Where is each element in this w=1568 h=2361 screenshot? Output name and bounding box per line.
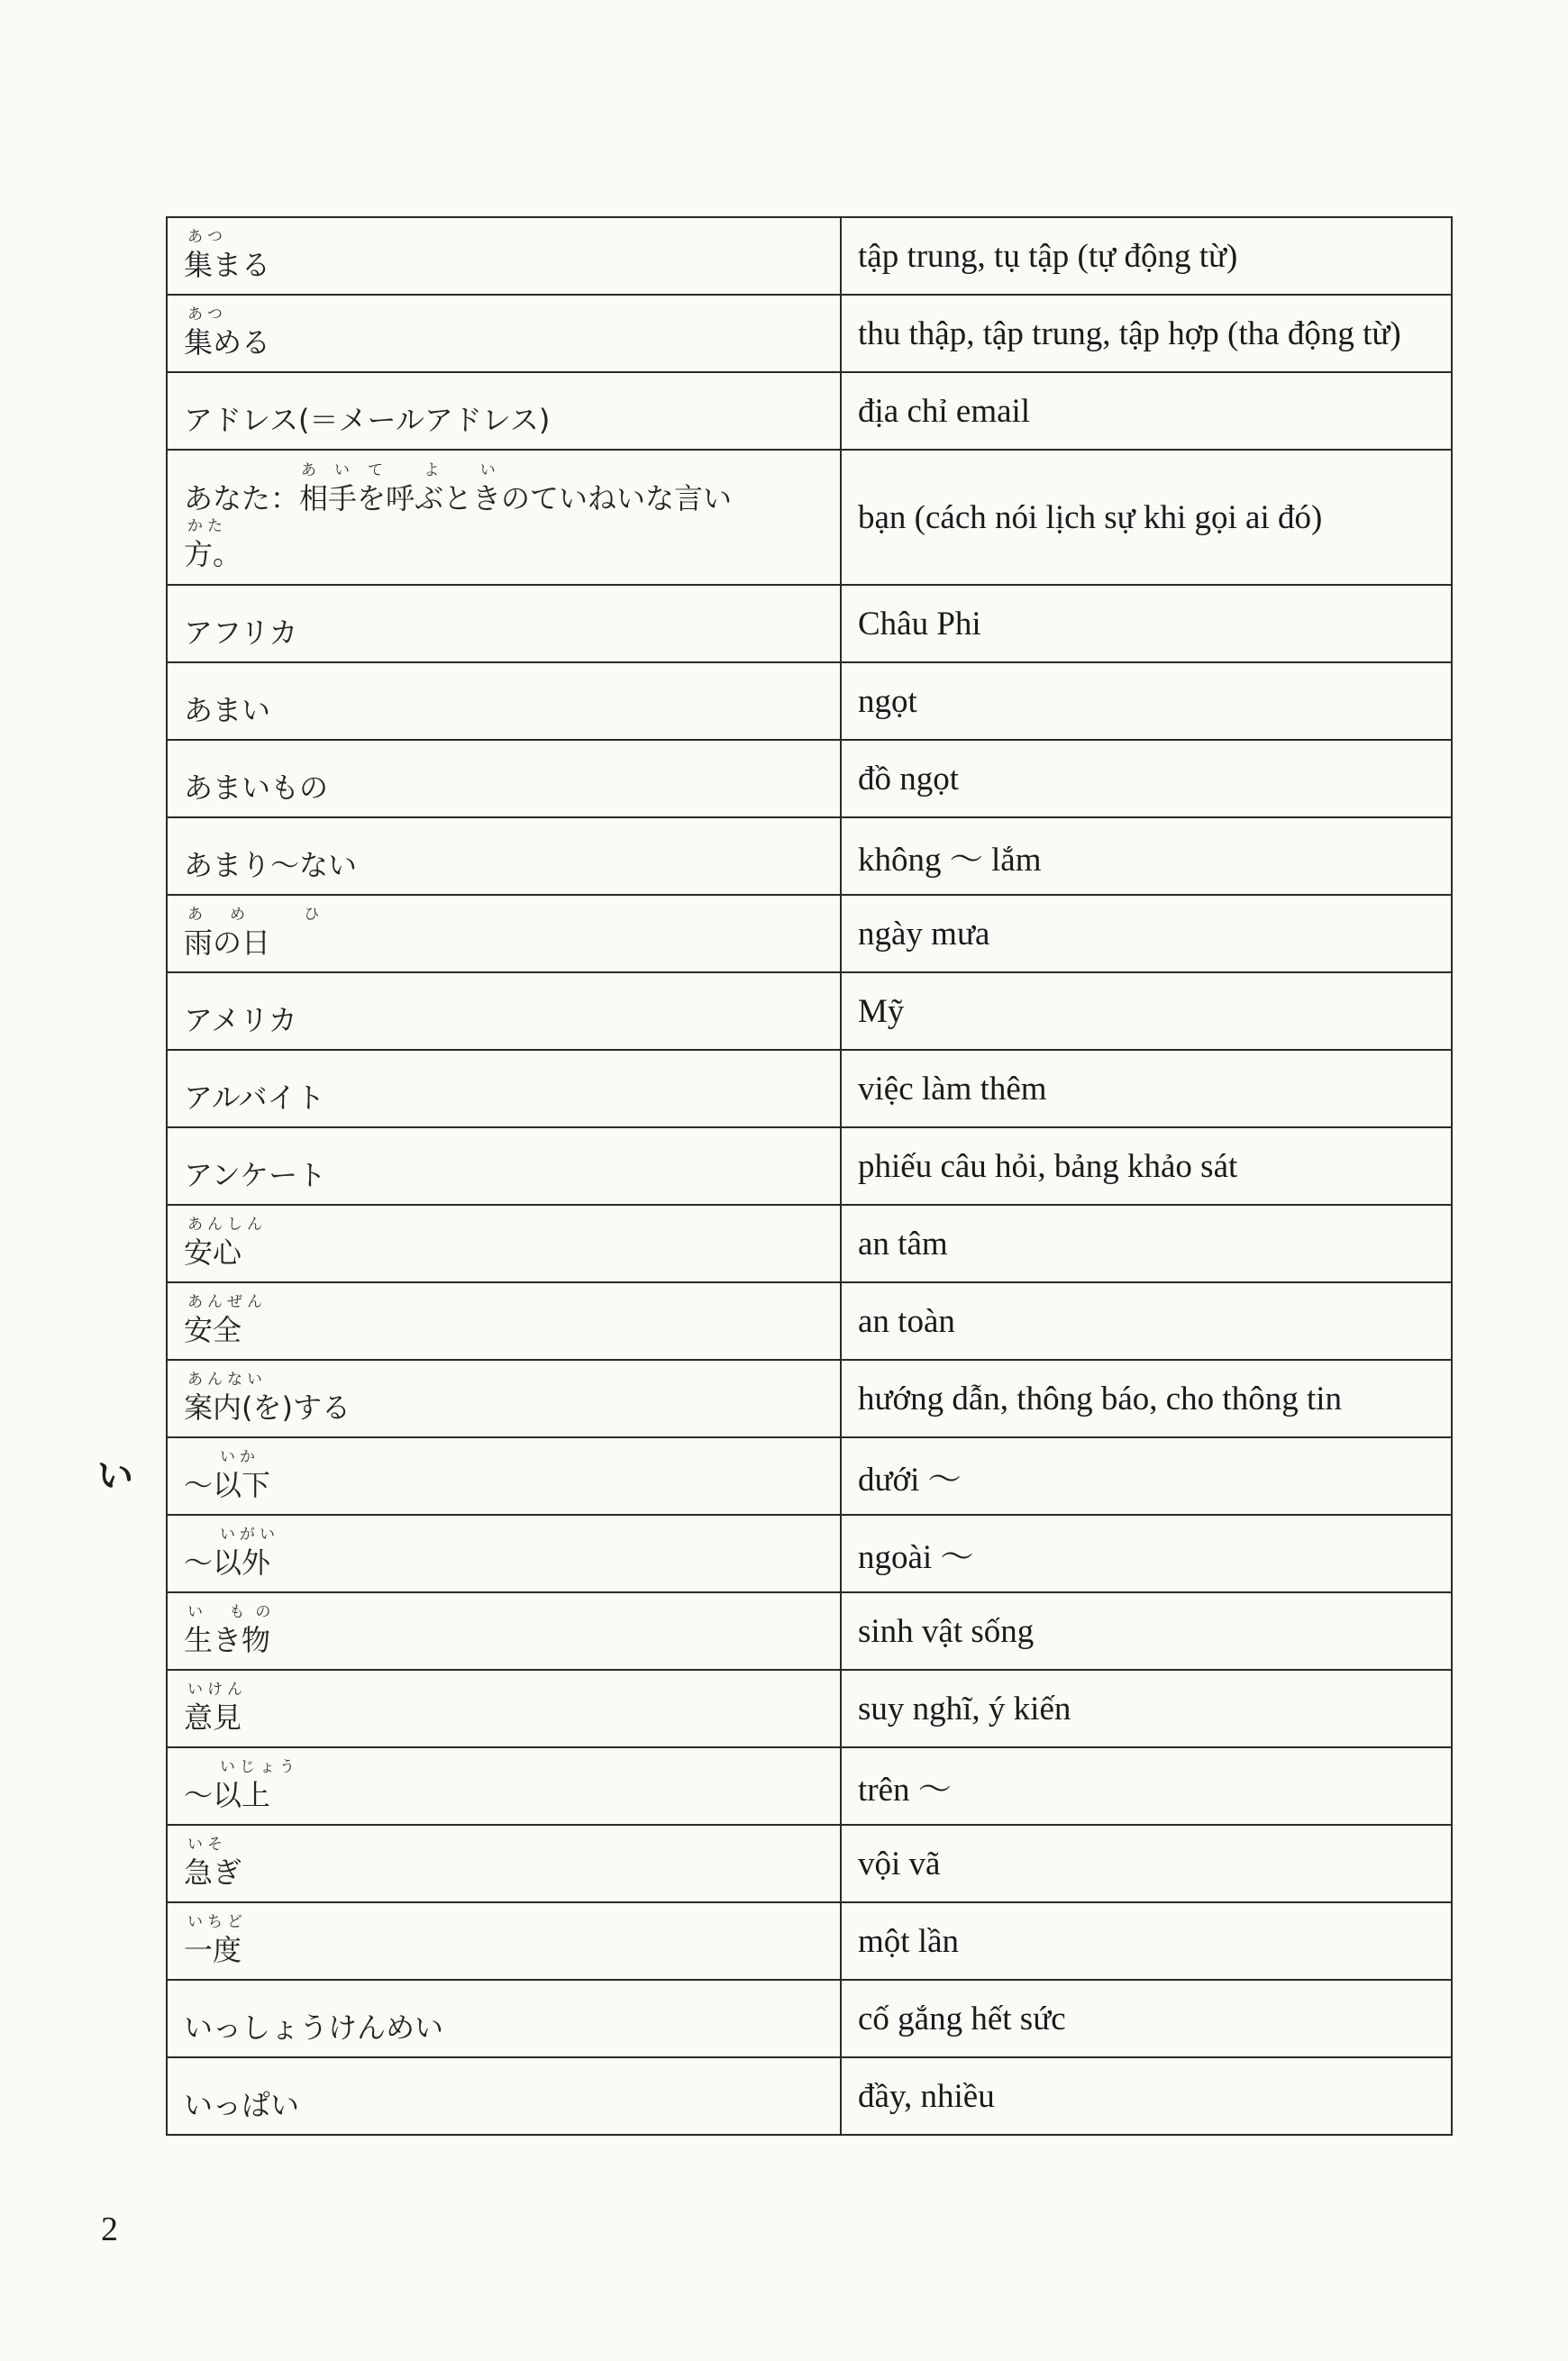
furigana-reading xyxy=(184,673,824,691)
furigana-reading: あんぜん xyxy=(187,1293,267,1311)
table-row xyxy=(167,1825,1452,1902)
furigana-reading xyxy=(184,1991,824,2009)
vietnamese-meaning: an toàn xyxy=(841,1282,1452,1360)
furigana-reading: いちど xyxy=(187,1913,247,1931)
japanese-term-cell xyxy=(167,1127,841,1205)
japanese-term-cell xyxy=(167,1747,841,1825)
japanese-term: いっぱい xyxy=(184,2088,300,2122)
table-row xyxy=(167,217,1452,295)
japanese-term-cell xyxy=(167,450,841,585)
table-row xyxy=(167,740,1452,817)
table-row xyxy=(167,585,1452,662)
vietnamese-meaning: vội vã xyxy=(841,1825,1452,1902)
table-row xyxy=(167,1360,1452,1437)
furigana-reading: いけん xyxy=(187,1681,247,1699)
japanese-term-cell xyxy=(167,1050,841,1127)
japanese-term: 安全 xyxy=(184,1313,242,1347)
japanese-term: アンケート xyxy=(184,1158,327,1192)
section-marker: い xyxy=(97,1455,133,1497)
japanese-term: 〜以上 xyxy=(184,1778,271,1812)
furigana-reading xyxy=(184,1138,824,1156)
furigana-reading: あめ ひ xyxy=(187,906,347,924)
furigana-reading: いか xyxy=(220,1448,260,1466)
table-row xyxy=(167,2057,1452,2135)
japanese-term: 雨の日 xyxy=(184,925,271,960)
furigana-reading xyxy=(184,1061,824,1079)
japanese-term: 方。 xyxy=(184,537,242,571)
japanese-term: 案内(を)する xyxy=(184,1390,351,1425)
furigana-reading: いそ xyxy=(187,1836,227,1854)
furigana-reading: あんない xyxy=(187,1371,267,1389)
japanese-term-cell xyxy=(167,295,841,372)
vietnamese-meaning: ngoài 〜 xyxy=(841,1515,1452,1592)
japanese-term: アドレス(＝メールアドレス) xyxy=(184,403,551,437)
table-row xyxy=(167,1592,1452,1670)
vietnamese-meaning: không 〜 lắm xyxy=(841,817,1452,895)
japanese-term-cell xyxy=(167,1980,841,2057)
furigana-reading: あつ xyxy=(187,305,227,324)
vocabulary-table xyxy=(166,216,1453,2136)
japanese-term-cell xyxy=(167,1282,841,1360)
japanese-term-cell xyxy=(167,372,841,450)
vietnamese-meaning: Châu Phi xyxy=(841,585,1452,662)
japanese-term: 一度 xyxy=(184,1933,242,1967)
vietnamese-meaning: đồ ngọt xyxy=(841,740,1452,817)
japanese-term: 意見 xyxy=(184,1700,242,1735)
vietnamese-meaning: suy nghĩ, ý kiến xyxy=(841,1670,1452,1747)
vietnamese-meaning: dưới 〜 xyxy=(841,1437,1452,1515)
japanese-term: あまい xyxy=(184,693,271,727)
furigana-reading xyxy=(184,596,824,614)
japanese-term-cell xyxy=(167,740,841,817)
vietnamese-meaning: bạn (cách nói lịch sự khi gọi ai đó) xyxy=(841,450,1452,585)
vietnamese-meaning: việc làm thêm xyxy=(841,1050,1452,1127)
vietnamese-meaning: tập trung, tụ tập (tự động từ) xyxy=(841,217,1452,295)
japanese-term-cell xyxy=(167,1670,841,1747)
vietnamese-meaning: Mỹ xyxy=(841,972,1452,1050)
vietnamese-meaning: một lần xyxy=(841,1902,1452,1980)
japanese-term-cell xyxy=(167,1205,841,1282)
table-row xyxy=(167,1282,1452,1360)
table-row xyxy=(167,1670,1452,1747)
japanese-term-cell xyxy=(167,1592,841,1670)
furigana-reading: い もの xyxy=(187,1603,282,1621)
japanese-term-cell xyxy=(167,585,841,662)
furigana-reading xyxy=(184,383,824,401)
vietnamese-meaning: thu thập, tập trung, tập hợp (tha động từ) xyxy=(841,295,1452,372)
japanese-term-cell xyxy=(167,1515,841,1592)
table-row xyxy=(167,817,1452,895)
japanese-term: あまり〜ない xyxy=(184,848,358,882)
furigana-reading: あんしん xyxy=(187,1216,267,1234)
page-number: 2 xyxy=(101,2211,118,2248)
furigana-reading: いじょう xyxy=(220,1758,299,1776)
table-row xyxy=(167,1515,1452,1592)
table-row xyxy=(167,972,1452,1050)
table-row xyxy=(167,1050,1452,1127)
japanese-term: あまいもの xyxy=(184,770,329,805)
vietnamese-meaning: sinh vật sống xyxy=(841,1592,1452,1670)
vietnamese-meaning: phiếu câu hỏi, bảng khảo sát xyxy=(841,1127,1452,1205)
table-row xyxy=(167,662,1452,740)
japanese-term: 急ぎ xyxy=(184,1855,242,1890)
vietnamese-meaning: địa chỉ email xyxy=(841,372,1452,450)
vietnamese-meaning: cố gắng hết sức xyxy=(841,1980,1452,2057)
japanese-term: アフリカ xyxy=(184,615,298,650)
furigana-reading: あいて よ い xyxy=(301,461,514,479)
table-row xyxy=(167,1747,1452,1825)
japanese-term-cell xyxy=(167,2057,841,2135)
japanese-term: 〜以下 xyxy=(184,1468,271,1502)
table-row xyxy=(167,372,1452,450)
japanese-term: アルバイト xyxy=(184,1080,325,1115)
japanese-term-cell xyxy=(167,1437,841,1515)
japanese-term: 集める xyxy=(184,325,271,360)
japanese-term: 生き物 xyxy=(184,1623,271,1657)
furigana-reading xyxy=(184,828,824,846)
vietnamese-meaning: trên 〜 xyxy=(841,1747,1452,1825)
table-row xyxy=(167,1437,1452,1515)
japanese-term-cell xyxy=(167,972,841,1050)
table-row xyxy=(167,1980,1452,2057)
vietnamese-meaning: đầy, nhiều xyxy=(841,2057,1452,2135)
japanese-term: あなた：相手を呼ぶときのていねいな言い xyxy=(184,481,733,515)
table-row xyxy=(167,895,1452,972)
vietnamese-meaning: ngày mưa xyxy=(841,895,1452,972)
japanese-term: アメリカ xyxy=(184,1003,297,1037)
japanese-term: 集まる xyxy=(184,248,271,282)
table-row xyxy=(167,295,1452,372)
japanese-term: いっしょうけんめい xyxy=(184,2010,444,2045)
furigana-reading xyxy=(184,751,824,769)
japanese-term-cell xyxy=(167,1360,841,1437)
vietnamese-meaning: ngọt xyxy=(841,662,1452,740)
japanese-term: 安心 xyxy=(184,1235,242,1270)
japanese-term-cell xyxy=(167,817,841,895)
japanese-term-cell xyxy=(167,662,841,740)
table-row xyxy=(167,1205,1452,1282)
furigana-reading xyxy=(184,983,824,1001)
table-row xyxy=(167,450,1452,585)
furigana-reading: いがい xyxy=(220,1526,279,1544)
vietnamese-meaning: an tâm xyxy=(841,1205,1452,1282)
japanese-term-cell xyxy=(167,895,841,972)
vietnamese-meaning: hướng dẫn, thông báo, cho thông tin xyxy=(841,1360,1452,1437)
japanese-term-cell xyxy=(167,1902,841,1980)
table-row xyxy=(167,1902,1452,1980)
japanese-term: 〜以外 xyxy=(184,1545,271,1580)
furigana-reading xyxy=(184,2068,824,2086)
table-row xyxy=(167,1127,1452,1205)
japanese-term-cell xyxy=(167,217,841,295)
furigana-reading: あつ xyxy=(187,228,227,246)
japanese-term-cell xyxy=(167,1825,841,1902)
furigana-reading: かた xyxy=(187,517,227,535)
